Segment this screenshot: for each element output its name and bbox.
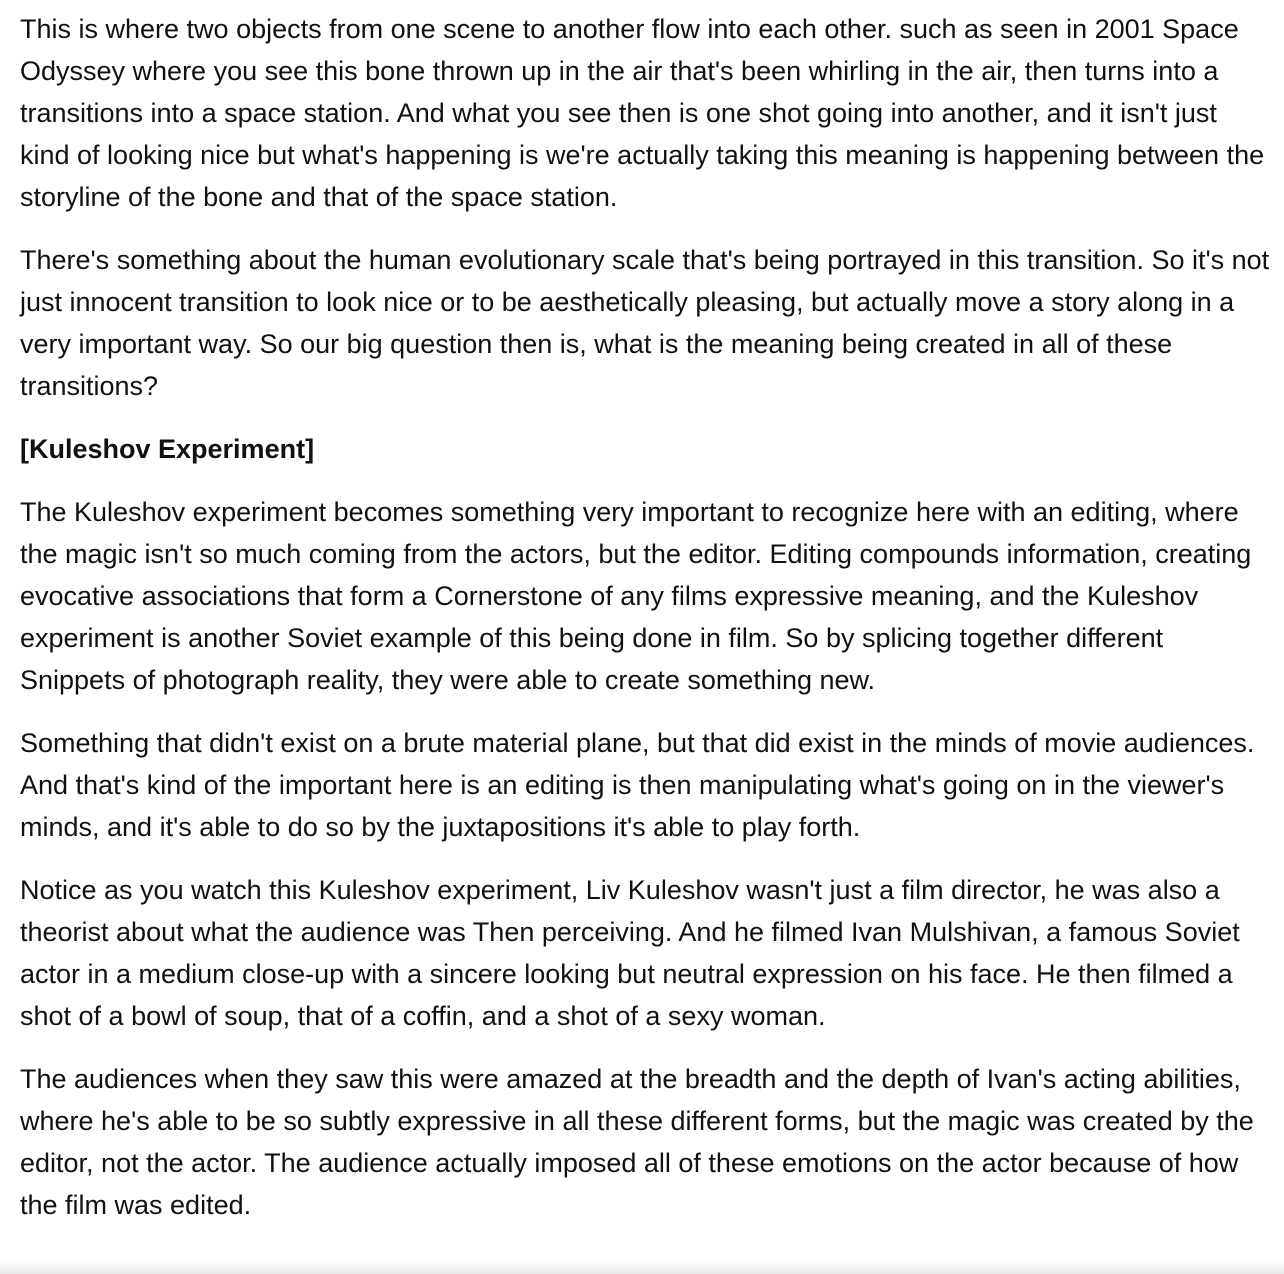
paragraph-kuleshov-intro: The Kuleshov experiment becomes something very important to recognize here with an editing, where the magic isn't so much coming from the actors, but the editor. Editing compounds information, creating evocative associations that form a Cornerstone of any films expressive meaning, and the Kuleshov experiment is another Soviet example of this being done in film. So by splicing together different Snippets of photograph reality, they were able to create something new. xyxy=(20,497,1252,695)
section-heading-kuleshov: [Kuleshov Experiment] xyxy=(20,434,315,464)
paragraph-evolutionary-scale: There's something about the human evolutionary scale that's being portrayed in this transition. So it's not just innocent transition to look nice or to be aesthetically pleasing, but actually move a story along in a very important way. So our big question then is, what is the meaning being created in all of these transitions? xyxy=(20,245,1270,401)
paragraph-transitions-intro: This is where two objects from one scene to another flow into each other. such as seen in 2001 Space Odyssey where you see this bone thrown up in the air that's been whirling in the air, then turns into a transitions into a space station. And what you see then is one shot going into another, and it isn't just kind of looking nice but what's happening is we're actually taking this meaning is happening between the storyline of the bone and that of the space station. xyxy=(20,14,1265,212)
paragraph-minds-of-audiences: Something that didn't exist on a brute material plane, but that did exist in the minds of movie audiences. And that's kind of the important here is an editing is then manipulating what's going on in the viewer's minds, and it's able to do so by the juxtapositions it's able to play forth. xyxy=(20,728,1255,842)
paragraph-audience-reaction: The audiences when they saw this were amazed at the breadth and the depth of Ivan's acting abilities, where he's able to be so subtly expressive in all these different forms, but the magic was created by the editor, not the actor. The audience actually imposed all of these emotions on the actor because of how the film was edited. xyxy=(20,1064,1254,1220)
document-body xyxy=(20,8,1270,1247)
paragraph-kuleshov-filming: Notice as you watch this Kuleshov experiment, Liv Kuleshov wasn't just a film director, he was also a theorist about what the audience was Then perceiving. And he filmed Ivan Mulshivan, a famous Soviet actor in a medium close-up with a sincere looking but neutral expression on his face. He then filmed a shot of a bowl of soup, that of a coffin, and a shot of a sexy woman. xyxy=(20,875,1240,1031)
bottom-edge-shadow xyxy=(0,1260,1284,1274)
